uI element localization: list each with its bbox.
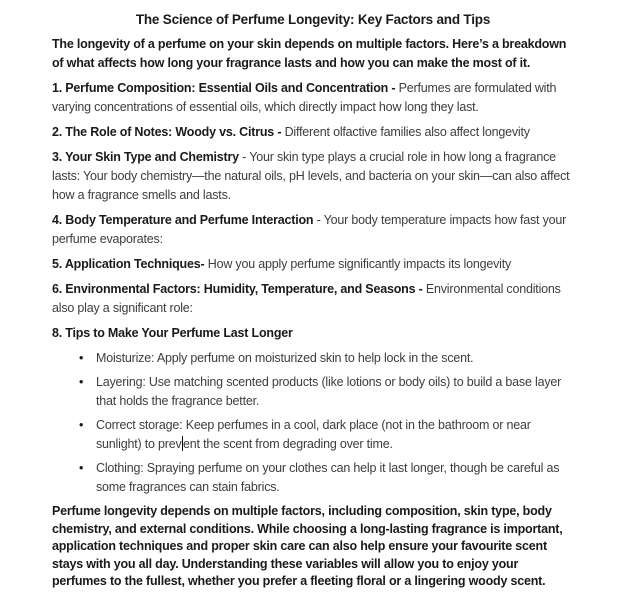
- tips-list: [52, 349, 574, 497]
- section-6-paragraph[interactable]: [52, 280, 574, 318]
- section-3-body-run: - Your skin type plays a crucial role in how long a fragrance lasts: Your body chemistry—the natural oils, pH levels, and bacteria on your skin—can also affect how a fragrance smells and lasts.: [52, 150, 570, 202]
- tip-moisturize-text: Moisturize: Apply perfume on moisturized skin to help lock in the scent.: [96, 351, 474, 365]
- section-2-body-run: Different olfactive families also affect longevity: [284, 125, 530, 139]
- document-title[interactable]: The Science of Perfume Longevity: Key Factors and Tips: [135, 12, 491, 27]
- section-4-paragraph[interactable]: [52, 211, 574, 249]
- section-6-heading-run: 6. Environmental Factors: Humidity, Temperature, and Seasons -: [52, 282, 423, 296]
- section-5-body-run: How you apply perfume significantly impacts its longevity: [207, 257, 512, 271]
- conclusion-paragraph[interactable]: Perfume longevity depends on multiple factors, including composition, skin type, body chemistry, and external conditions. While choosing a long-lasting fragrance is important, application techniques and proper skin care can also help ensure your favourite scent stays with you all day. Understanding these variables will allow you to enjoy your perfumes to the fullest, whether you prefer a fleeting floral or a lingering woody scent.: [52, 504, 563, 588]
- tip-item-clothing[interactable]: [52, 459, 574, 497]
- tip-layering-text: Layering: Use matching scented products (like lotions or body oils) to build a base layer that holds the fragrance better.: [96, 375, 562, 408]
- section-3-paragraph[interactable]: [52, 148, 574, 205]
- tip-storage-text-before-caret: Correct storage: Keep perfumes in a cool, dark place (not in the bathroom or near sunlight) to prev: [96, 418, 531, 451]
- section-4-body-run: - Your body temperature impacts how fast your perfume evaporates:: [52, 213, 567, 246]
- section-5-heading-run: 5. Application Techniques-: [52, 257, 205, 271]
- section-5-paragraph[interactable]: [52, 255, 574, 274]
- section-1-body-run: Perfumes are formulated with varying concentrations of essential oils, which directly impact how long they last.: [52, 81, 557, 114]
- section-2-heading-run: 2. The Role of Notes: Woody vs. Citrus -: [52, 125, 282, 139]
- tip-storage-text-after-caret: ent the scent from degrading over time.: [183, 437, 393, 451]
- tip-item-moisturize[interactable]: [52, 349, 574, 368]
- tip-clothing-text: Clothing: Spraying perfume on your clothes can help it last longer, though be careful as some fragrances can stain fabrics.: [96, 461, 560, 494]
- section-6-body-run: Environmental conditions also play a significant role:: [52, 282, 561, 315]
- section-3-heading-run: 3. Your Skin Type and Chemistry: [52, 150, 239, 164]
- intro-paragraph[interactable]: The longevity of a perfume on your skin depends on multiple factors. Here’s a breakdown of what affects how long your fragrance lasts and how you can make the most of it.: [52, 37, 567, 70]
- section-2-paragraph[interactable]: [52, 123, 574, 142]
- tips-heading[interactable]: 8. Tips to Make Your Perfume Last Longer: [52, 326, 293, 340]
- tip-item-layering[interactable]: [52, 373, 574, 411]
- section-4-heading-run: 4. Body Temperature and Perfume Interaction: [52, 213, 314, 227]
- section-1-heading-run: 1. Perfume Composition: Essential Oils and Concentration -: [52, 81, 396, 95]
- section-1-paragraph[interactable]: [52, 79, 574, 117]
- tip-item-correct-storage[interactable]: [52, 416, 574, 454]
